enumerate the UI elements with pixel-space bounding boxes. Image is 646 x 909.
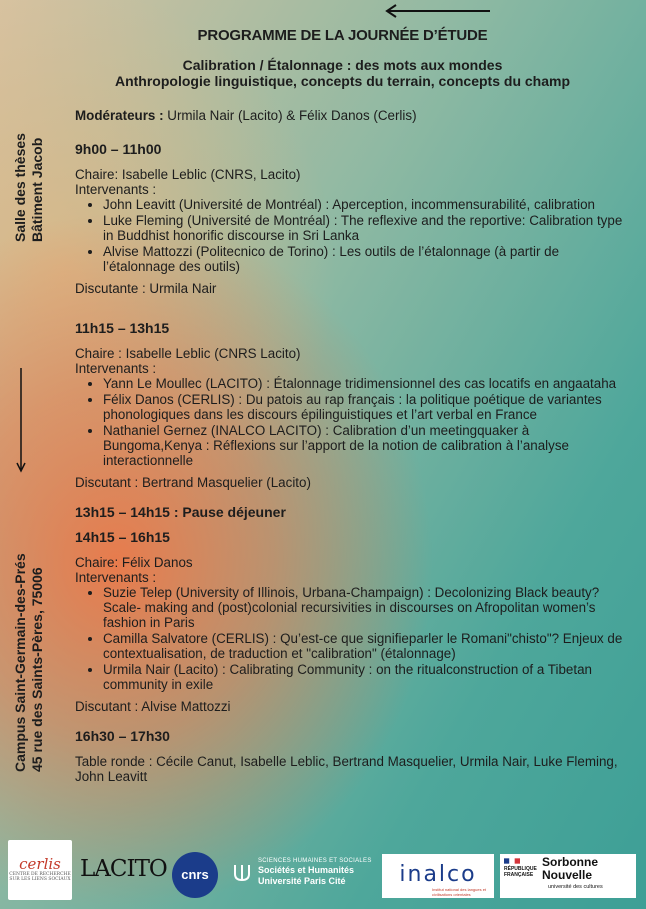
inalco-logo-subtext: Institut national des langues et civilisations orientales bbox=[432, 887, 487, 897]
cerlis-logo-subtext: CENTRE DE RECHERCHE SUR LES LIENS SOCIAUX bbox=[9, 872, 71, 882]
venue-room-line1: Salle des thèses bbox=[12, 133, 28, 242]
talk-item: • Alvise Mattozzi (Politecnico de Torino) : Les outils de l’étalonnage (à partir de l’étalonnage des outils) bbox=[103, 244, 625, 274]
venue-campus-line2: 45 rue des Saints-Pères, 75006 bbox=[29, 567, 45, 772]
programme-content bbox=[75, 108, 625, 784]
session-speakers-label: Intervenants : bbox=[75, 570, 157, 585]
inalco-logo-text: inalco bbox=[399, 862, 477, 887]
shs-line3: Université Paris Cité bbox=[258, 876, 346, 886]
talk-item: • Camilla Salvatore (CERLIS) : Qu’est-ce que signifieparler le Romani"chisto"? Enjeux de contextualisation, de traduction et "calibration" (étalonnage) bbox=[103, 631, 625, 661]
session-time: 9h00 – 11h00 bbox=[75, 141, 162, 157]
sorbonne-text-2: Nouvelle bbox=[542, 868, 593, 882]
down-arrow-icon bbox=[16, 368, 26, 473]
venue-room-line2: Bâtiment Jacob bbox=[29, 137, 45, 242]
venue-campus-line1: Campus Saint-Germain-des-Prés bbox=[12, 553, 28, 772]
university-emblem-icon bbox=[232, 862, 252, 882]
partner-logos bbox=[0, 832, 646, 909]
talk-item: • Yann Le Moullec (LACITO) : Étalonnage tridimensionnel des cas locatifs en angaataha bbox=[103, 376, 625, 391]
talk-item: • Nathaniel Gernez (INALCO LACITO) : Calibration d’un meetingquaker à Bungoma,Kenya : Réflexions sur l’apport de la notion de calibration à l’analyse interactionnelle bbox=[103, 423, 625, 468]
cerlis-logo bbox=[8, 840, 72, 900]
inalco-logo bbox=[382, 854, 494, 898]
moderators-label: Modérateurs : bbox=[75, 108, 164, 123]
lunch-break: 13h15 – 14h15 : Pause déjeuner bbox=[75, 504, 286, 520]
talk-item: • Suzie Telep (University of Illinois, Urbana-Champaign) : Decolonizing Black beauty? Scale- making and (post)colonial recursivities in discourses on Afropolitan women’s fashion in Paris bbox=[103, 585, 625, 630]
session-chair: Chaire : Isabelle Leblic (CNRS Lacito) bbox=[75, 346, 301, 361]
round-table-time: 16h30 – 17h30 bbox=[75, 728, 170, 744]
shs-line1: SCIENCES HUMAINES ET SOCIALES bbox=[258, 858, 372, 864]
lacito-logo: LACITO bbox=[80, 856, 167, 882]
venue-room-label bbox=[12, 133, 46, 242]
talk-item: • John Leavitt (Université de Montréal) : Aperception, incommensurabilité, calibration bbox=[103, 197, 625, 212]
talk-list bbox=[75, 376, 625, 468]
left-arrow-icon bbox=[384, 4, 492, 18]
session-discussant: Discutant : Alvise Mattozzi bbox=[75, 699, 231, 714]
talk-item: • Urmila Nair (Lacito) : Calibrating Community : on the ritualconstruction of a Tibetan community in exile bbox=[103, 662, 625, 692]
subtitle-secondary: Anthropologie linguistique, concepts du terrain, concepts du champ bbox=[114, 73, 571, 89]
sorbonne-subtext: université des cultures bbox=[548, 884, 603, 890]
venue-campus-label bbox=[12, 553, 46, 772]
cerlis-logo-text: cerlis bbox=[19, 855, 61, 873]
french-flag-icon bbox=[504, 858, 520, 864]
moderators-names: Urmila Nair (Lacito) & Félix Danos (Cerlis) bbox=[163, 108, 417, 123]
cnrs-logo: cnrs bbox=[172, 852, 218, 898]
session-time: 11h15 – 13h15 bbox=[75, 320, 170, 336]
round-table-participants: Table ronde : Cécile Canut, Isabelle Leblic, Bertrand Masquelier, Urmila Nair, Luke Fleming, John Leavitt bbox=[75, 754, 618, 784]
talk-item: • Luke Fleming (Université de Montréal) : The reflexive and the reportive: Calibration type in Buddhist honorific discourse in Sri Lanka bbox=[103, 213, 625, 243]
talk-list bbox=[75, 197, 625, 274]
talk-list bbox=[75, 585, 625, 692]
page-title: PROGRAMME DE LA JOURNÉE D’ÉTUDE bbox=[197, 27, 488, 44]
session-discussant: Discutante : Urmila Nair bbox=[75, 281, 217, 296]
session-speakers-label: Intervenants : bbox=[75, 361, 157, 376]
moderators bbox=[75, 108, 625, 123]
sorbonne-text-1: Sorbonne bbox=[542, 855, 598, 869]
session-time: 14h15 – 16h15 bbox=[75, 529, 170, 545]
republique-francaise-text: RÉPUBLIQUE FRANÇAISE bbox=[504, 866, 537, 878]
talk-item: • Félix Danos (CERLIS) : Du patois au rap français : la politique poétique de variantes phonologiques dans les discours épilinguistiques et l’art verbal en France bbox=[103, 392, 625, 422]
universite-paris-cite-logo bbox=[232, 856, 372, 896]
sorbonne-nouvelle-logo bbox=[500, 854, 636, 898]
subtitle-primary: Calibration / Étalonnage : des mots aux mondes bbox=[182, 57, 503, 73]
session-discussant: Discutant : Bertrand Masquelier (Lacito) bbox=[75, 475, 311, 490]
shs-line2: Sociétés et Humanités bbox=[258, 865, 355, 875]
session-chair: Chaire: Félix Danos bbox=[75, 555, 193, 570]
session-chair: Chaire: Isabelle Leblic (CNRS, Lacito) bbox=[75, 167, 301, 182]
session-speakers-label: Intervenants : bbox=[75, 182, 157, 197]
